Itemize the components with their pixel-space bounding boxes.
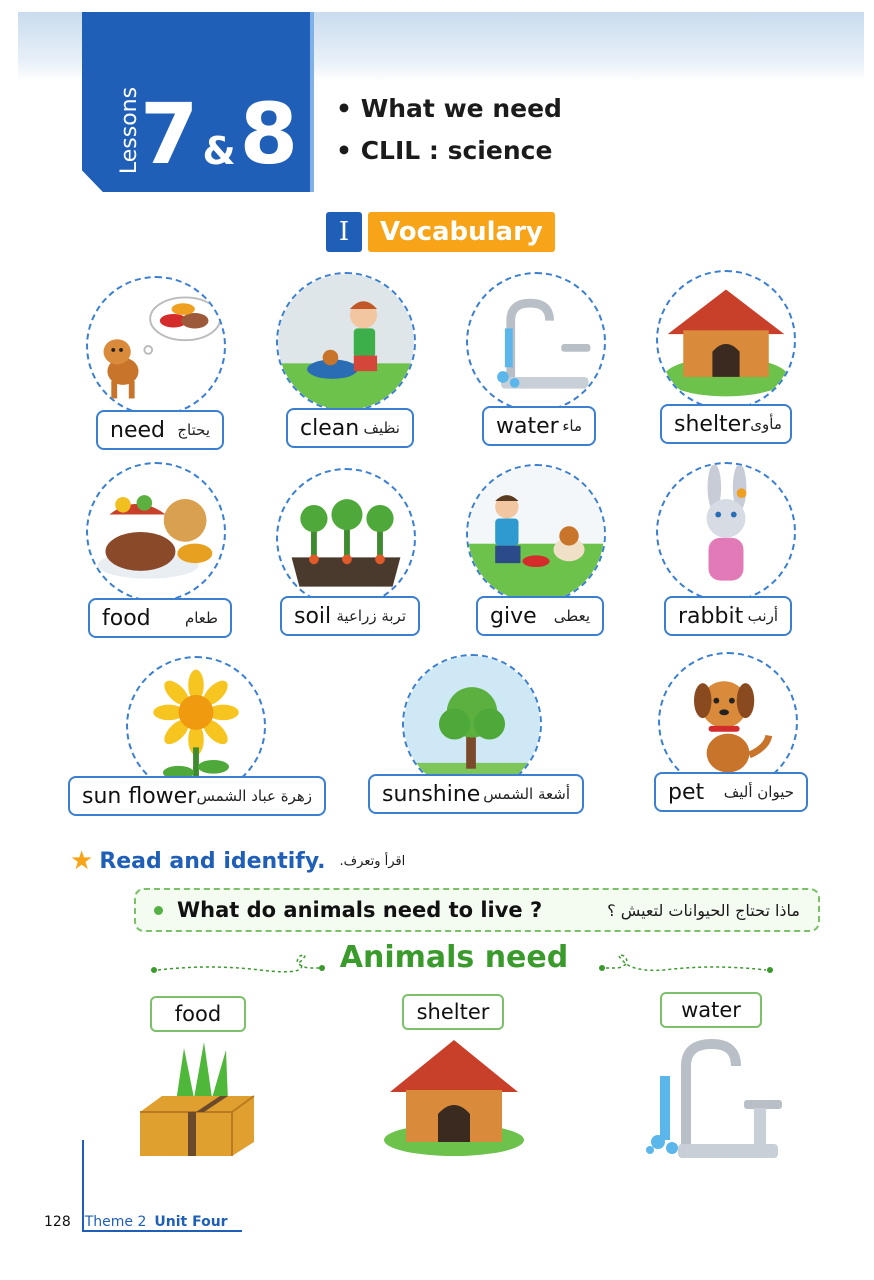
vocab-arabic: زهرة عباد الشمس: [196, 787, 312, 805]
vocab-arabic: مأوى: [750, 415, 782, 433]
theme-label: Theme 2: [84, 1214, 147, 1230]
read-identify-line: [70, 846, 405, 876]
faucet-icon: [636, 1036, 792, 1168]
objective-item: • What we need: [336, 94, 562, 136]
vocab-english: shelter: [674, 411, 751, 437]
food-picture: [86, 462, 226, 602]
section-title: Vocabulary: [368, 212, 555, 252]
vocab-english: water: [496, 413, 559, 439]
water-picture: [466, 272, 606, 412]
vocab-english: give: [490, 603, 537, 629]
vocab-arabic: تربة زراعية: [336, 607, 406, 625]
unit-label: Unit Four: [154, 1214, 228, 1230]
question-english: What do animals need to live ?: [177, 898, 543, 922]
vocab-arabic: يعطى: [553, 607, 590, 625]
vocab-arabic: يحتاج: [177, 421, 210, 439]
question-box: [134, 888, 820, 932]
animals-need-title: Animals need: [339, 940, 569, 975]
lesson-number-a: 7: [140, 85, 199, 183]
vocab-card-give: [476, 596, 604, 636]
question-arabic: ماذا تحتاج الحيوانات لتعيش ؟: [607, 900, 800, 920]
section-number: I: [326, 212, 362, 252]
left-swirl-icon: [150, 948, 326, 978]
vocab-card-need: [96, 410, 224, 450]
food-plate-icon: [88, 464, 224, 600]
read-title: Read and identify.: [99, 848, 326, 874]
pet-picture: [658, 652, 798, 792]
hay-bale-icon: [136, 1038, 258, 1160]
vocab-card-water: [482, 406, 596, 446]
vocab-card-pet: [654, 772, 808, 812]
vocab-english: rabbit: [678, 603, 744, 629]
star-icon: ★: [70, 846, 94, 876]
rabbit-picture: [656, 462, 796, 602]
footer-underline: [82, 1230, 242, 1232]
puppy-icon: [660, 654, 796, 790]
plants-in-soil-icon: [278, 470, 414, 606]
give-picture: [466, 464, 606, 604]
vocab-card-soil: [280, 596, 420, 636]
page-number: 128: [44, 1214, 71, 1230]
vocab-english: sun flower: [82, 783, 197, 809]
hay-bale-picture: [136, 1038, 258, 1160]
rabbit-icon: [658, 464, 794, 600]
vocab-card-shelter: [660, 404, 792, 444]
doghouse-icon: [382, 1036, 526, 1158]
vocab-card-food: [88, 598, 232, 638]
need-picture: [86, 276, 226, 416]
shelter-picture: [656, 270, 796, 410]
need-label-food: food: [150, 996, 246, 1032]
vocab-english: sunshine: [382, 781, 481, 807]
vocab-arabic: أرنب: [747, 607, 778, 625]
sunflower-picture: [126, 656, 266, 796]
lesson-objectives: [336, 94, 562, 178]
bullet-dot-icon: [154, 906, 163, 915]
sunflower-icon: [128, 658, 264, 794]
boy-feeding-dog-icon: [468, 466, 604, 602]
need-label-shelter: shelter: [402, 994, 504, 1030]
objective-item: • CLIL : science: [336, 136, 562, 178]
vocab-arabic: نظيف: [363, 419, 400, 437]
page-footer: [44, 1214, 228, 1230]
vocab-card-sunshine: [368, 774, 584, 814]
vocab-arabic: طعام: [184, 609, 218, 627]
soil-picture: [276, 468, 416, 608]
tree-in-sun-icon: [404, 656, 540, 792]
vocab-card-clean: [286, 408, 414, 448]
vocab-english: need: [110, 417, 165, 443]
faucet-picture: [636, 1036, 792, 1168]
vocab-arabic: أشعة الشمس: [483, 785, 570, 803]
faucet-icon: [468, 274, 604, 410]
doghouse-icon: [658, 272, 794, 408]
vocab-english: pet: [668, 779, 705, 805]
lesson-numbers: [140, 76, 299, 183]
sunshine-picture: [402, 654, 542, 794]
lessons-word: Lessons: [117, 86, 143, 174]
lesson-ampersand: &: [202, 129, 236, 173]
boy-washing-dog-icon: [278, 274, 414, 410]
vocab-english: clean: [300, 415, 360, 441]
vocab-card-sunflower: [68, 776, 326, 816]
vocab-card-rabbit: [664, 596, 792, 636]
doghouse-picture: [382, 1036, 526, 1158]
dog-thinking-icon: [88, 278, 224, 414]
section-heading: [326, 212, 555, 252]
vocab-arabic: حيوان أليف: [723, 783, 794, 801]
lesson-number-b: 8: [239, 85, 299, 183]
clean-picture: [276, 272, 416, 412]
vocab-english: soil: [294, 603, 332, 629]
need-label-water: water: [660, 992, 762, 1028]
vocab-english: food: [102, 605, 151, 631]
read-arabic: اقرأ وتعرف.: [339, 853, 406, 869]
vocab-arabic: ماء: [562, 417, 582, 435]
right-swirl-icon: [598, 948, 774, 978]
